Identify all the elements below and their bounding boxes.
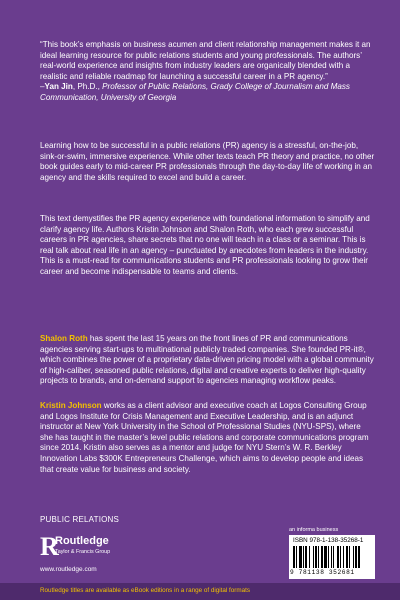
quote-credential: , Ph.D., [72, 82, 103, 92]
barcode-digits: 9 781138 352681 [290, 569, 355, 576]
description-paragraph-1: Learning how to be successful in a public relations (PR) agency is a stressful, on-the-job, sink-or-swim, immersive experience. While other texts teach PR theory and practice, no other book guides early to mid-career PR professionals through the day-to-day life of working in an agency and the skills required to excel and build a career. [40, 141, 375, 182]
isbn-label: ISBN 978-1-138-35268-1 [293, 537, 364, 544]
footer-band [0, 583, 400, 600]
bio-text-kristin: works as a client advisor and executive coach at Logos Consulting Group and Logos Institute for Crisis Management and Executive Leadership, and is an adjunct instructor at New York University in the School of Professional Studies (NYU-SPS), where she has taught in the master’s level public relations and corporate communications program since 2014. Kristin also serves as a mentor and judge for NYU Stern’s W. R. Berkley Innovation Labs $300K Entrepreneurs Challenge, which aims to develop people and ideas that create value for business and society. [40, 401, 369, 474]
publisher-name: Routledge [55, 535, 109, 547]
publisher-group: Taylor & Francis Group [55, 549, 111, 555]
routledge-r-icon: R [40, 532, 59, 561]
author-bio-shalon [40, 334, 376, 387]
publisher-logo [40, 534, 150, 562]
description-paragraph-2: This text demystifies the PR agency experience with foundational information to simplify and clarify agency life. Authors Kristin Johnson and Shalon Roth, who each grew successful careers in PR agencies, share secrets that no one will teach in a class or a seminar. This is real talk about real life in an agency – punctuated by anecdotes from leaders in the industry. This is a must-read for communications students and PR professionals looking to grow their career and become indispensable to teams and clients. [40, 214, 370, 276]
informa-tagline: an informa business [289, 527, 339, 533]
author-name-shalon: Shalon Roth [40, 334, 88, 343]
bio-text-shalon: has spent the last 15 years on the front lines of PR and communications agencies serving start-ups to multinational publicly traded companies. She founded PR-it®, which combines the power of a proprietary data-driven pricing model with a global community of high-caliber, seasoned public relations, digital and creative experts to deliver high-quality projects to brands, and on-demand support to agencies managing workflow peaks. [40, 334, 374, 386]
quote-author-title: Professor of Public Relations, Grady College of Journalism and Mass Communication, University of Georgia [40, 82, 350, 102]
endorsement-quote [40, 40, 376, 104]
author-bio-kristin [40, 401, 376, 475]
author-name-kristin: Kristin Johnson [40, 401, 102, 410]
quote-text: “This book’s emphasis on business acumen and client relationship management makes it an ideal learning resource for public relations students and young professionals. The authors’ real-world experience and insights from industry leaders are organically blended with a realistic and reliable roadmap for launching a successful career in a PR agency.” [40, 40, 371, 81]
publisher-website: www.routledge.com [40, 566, 97, 573]
subject-category: PUBLIC RELATIONS [40, 515, 120, 524]
attribution-dash: – [40, 82, 45, 92]
ebook-notice: Routledge titles are available as eBook editions in a range of digital formats [40, 587, 251, 594]
isbn-barcode [289, 535, 375, 579]
quote-attribution [40, 82, 376, 103]
barcode-icon [293, 546, 371, 568]
quote-author: Yan Jin [44, 82, 73, 92]
